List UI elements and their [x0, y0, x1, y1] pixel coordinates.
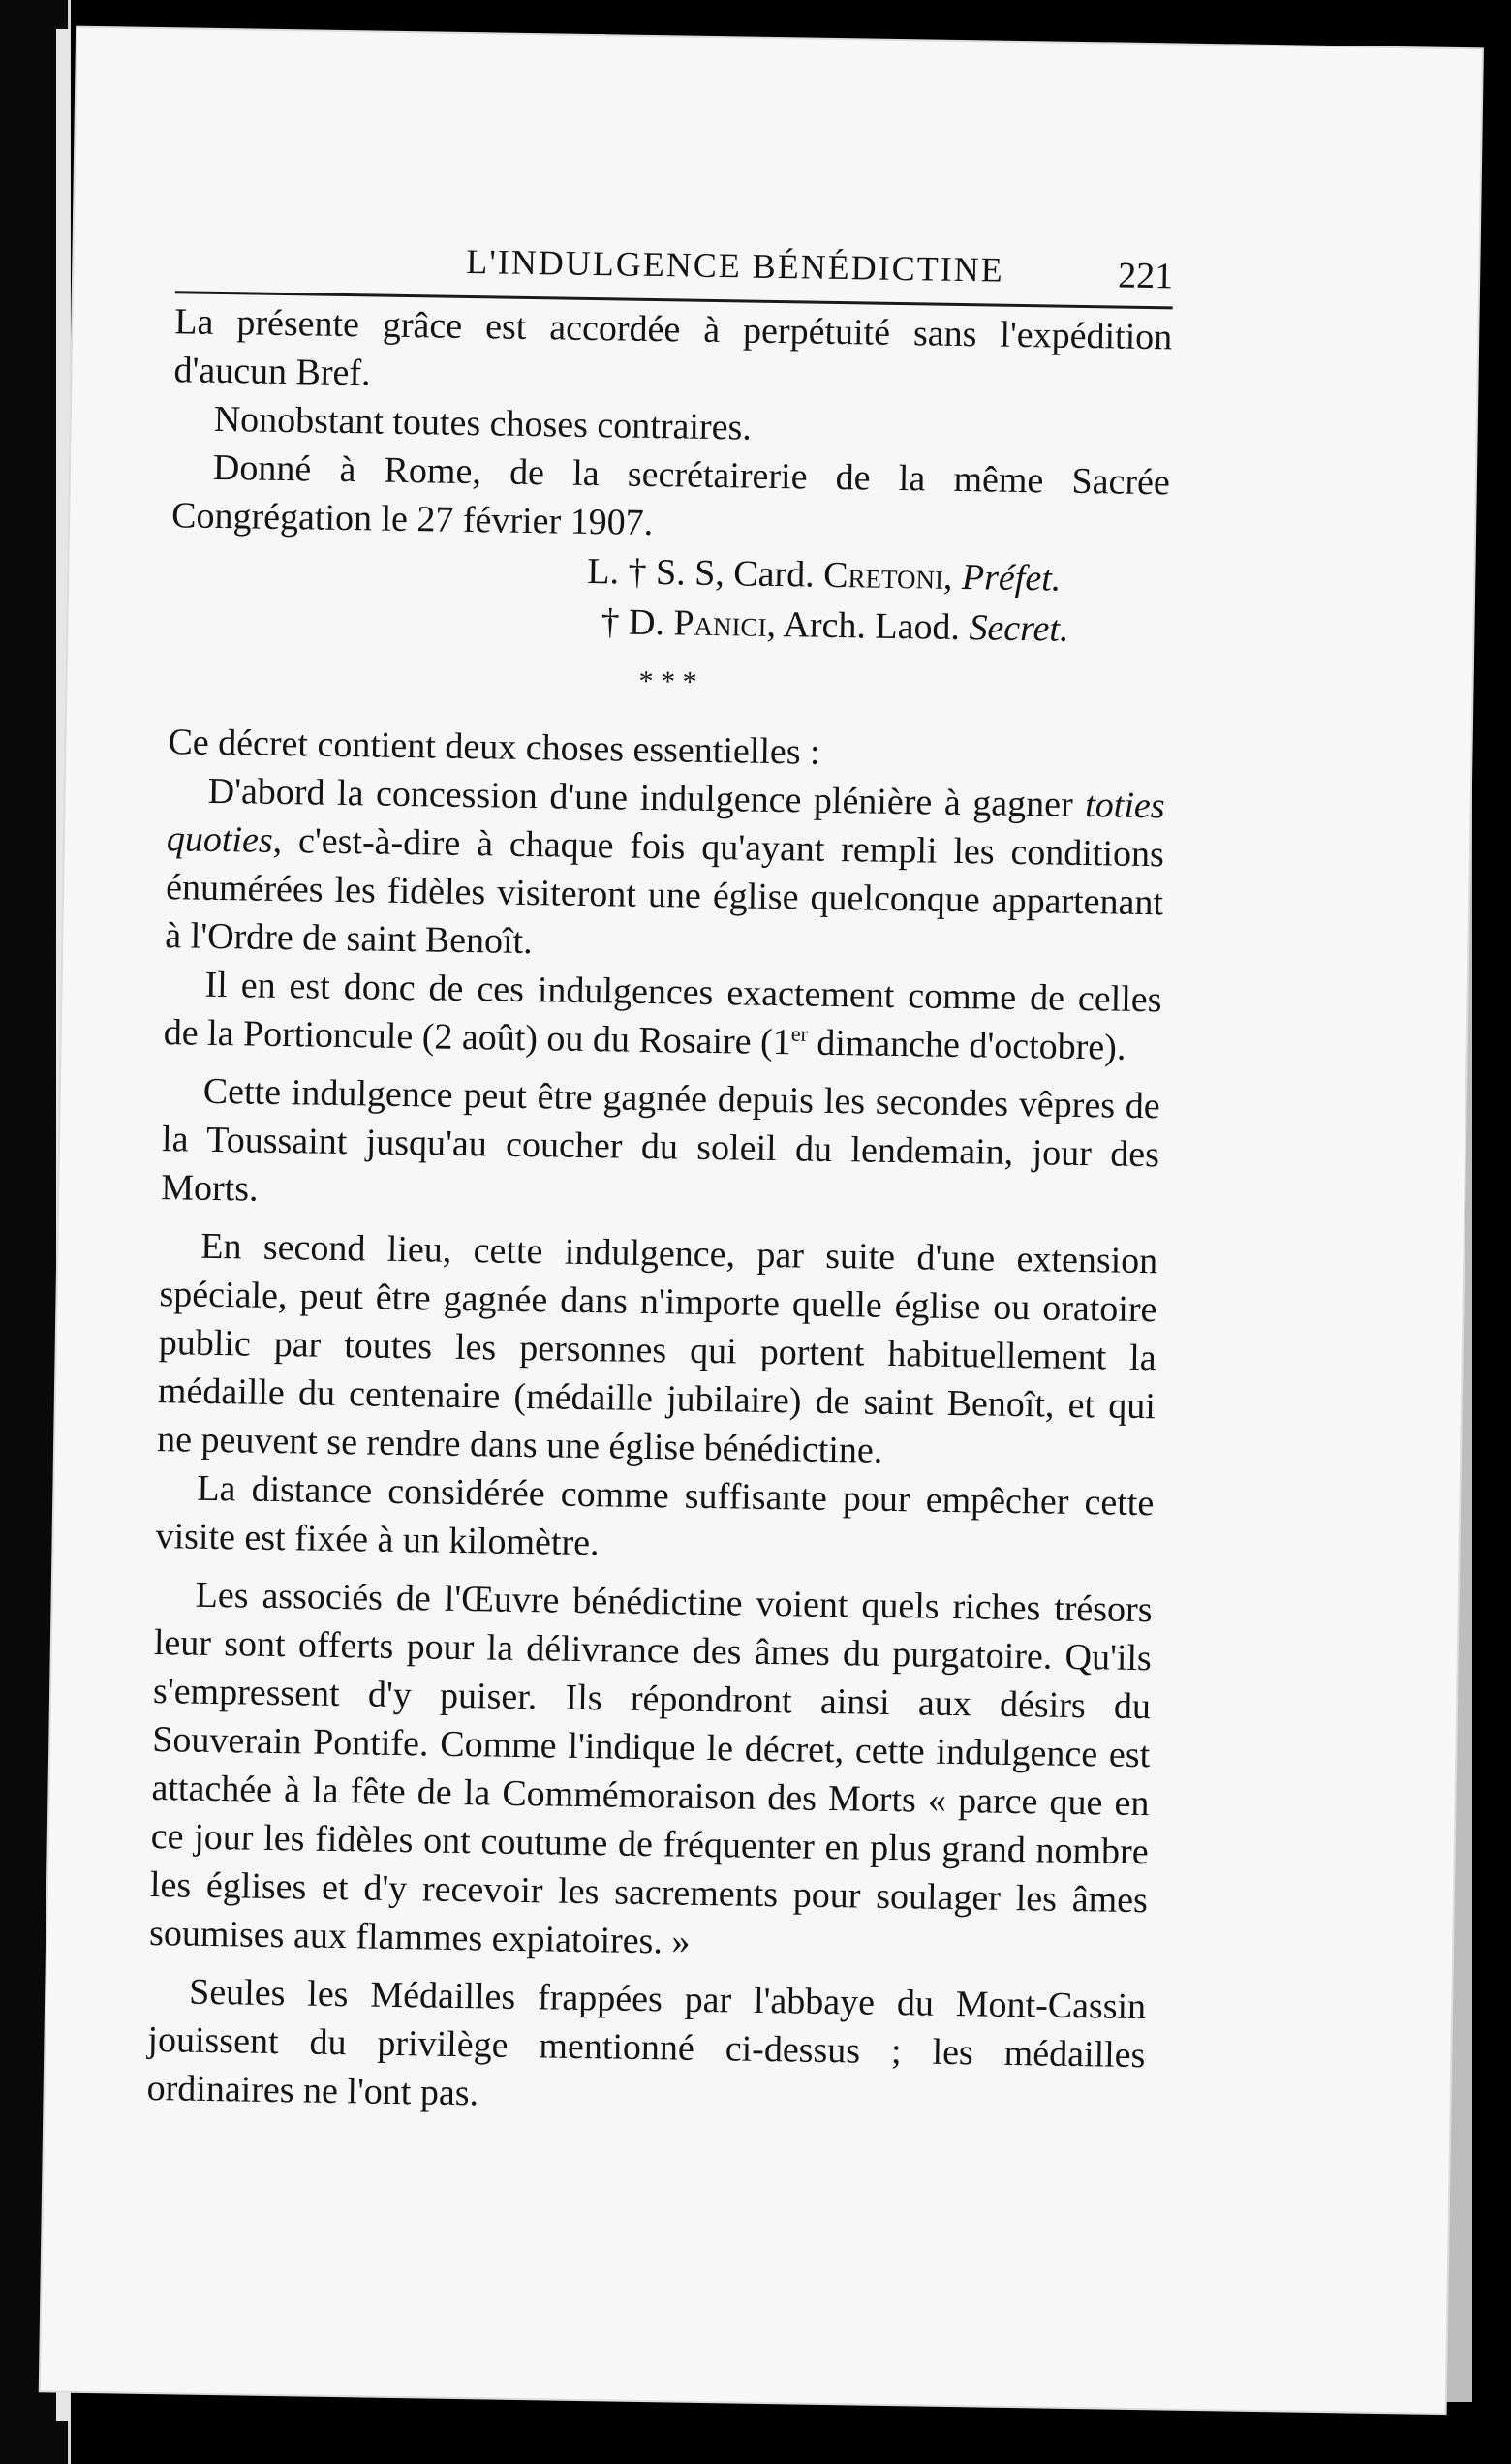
signature-prefix: † D.	[601, 601, 674, 644]
signature-title: Préfet.	[961, 557, 1062, 600]
text-run: D'abord la concession d'une indulgence plénière à gagner	[207, 770, 1086, 826]
paragraph-first-point	[165, 766, 1165, 975]
signature-name: Cretoni	[822, 554, 944, 598]
paragraph-distance: La distance considérée comme suffisante pour empêcher cette visite est fixée à un kilomètre.	[155, 1467, 1155, 1564]
italic-phrase: toties quoties	[166, 785, 1165, 861]
asterism-separator: * * *	[638, 664, 697, 698]
paragraph-vespers: Cette indulgence peut être gagnée depuis les secondes vêpres de la Toussaint jusqu'au coucher du soleil du lendemain, jour des Morts.	[160, 1070, 1161, 1210]
paragraph-grant: La présente grâce est accordée à perpétuité sans l'expédition d'aucun Bref.	[173, 301, 1173, 394]
signature-name: Panici	[673, 602, 767, 645]
paragraph-second-point: En second lieu, cette indulgence, par suite d'une extension spéciale, peut être gagnée dans n'importe quelle église ou oratoire public par toutes les personnes qui portent habituellement la médaille du centenaire (médaille jubilaire) de saint Benoît, et qui ne peuvent se rendre dans une église bénédictine.	[156, 1225, 1158, 1471]
paragraph-decree-contains: Ce décret contient deux choses essentielles :	[168, 722, 820, 773]
superscript: er	[790, 1021, 809, 1046]
page-number: 221	[1117, 255, 1174, 297]
signature-suffix: ,	[942, 556, 963, 599]
paragraph-medals: Seules les Médailles frappées par l'abbaye du Mont-Cassin jouissent du privilège mentionné ci-dessus ; les médailles ordinaires ne l'ont pas.	[146, 1971, 1147, 2114]
running-head	[175, 223, 1174, 309]
signature-title: Secret.	[969, 607, 1069, 650]
book-page	[41, 28, 1482, 2413]
paragraph-portioncule	[163, 960, 1161, 1072]
page-text	[146, 223, 1174, 2128]
paragraph-associates: Les associés de l'Œuvre bénédictine voient quels riches trésors leur sont offerts pour la délivrance des âmes du purgatoire. Qu'ils s'empressent d'y puiser. Ils répondront ainsi aux désirs du Souverain Pontife. Comme l'indique le décret, cette indulgence est attachée à la fête de la Commémoraison des Morts « parce que en ce jour les fidèles ont coutume de fréquenter en plus grand nombre les églises et d'y recevoir les sacrements pour soulager les âmes soumises aux flammes expiatoires. »	[148, 1574, 1153, 1962]
signature-suffix: , Arch. Laod.	[766, 603, 970, 649]
text-run: Il en est donc de ces indulgences exactement comme de celles de la Portioncule (2 août) ou du Rosaire (1	[163, 964, 1162, 1063]
signature-prefix: L. † S. S, Card.	[587, 550, 824, 596]
paragraph-given-at-rome: Donné à Rome, de la secrétairerie de la même Sacrée Congrégation le 27 février 1907.	[170, 447, 1171, 544]
paragraph-notwithstanding: Nonobstant toutes choses contraires.	[213, 398, 753, 448]
text-run: , c'est-à-dire à chaque fois qu'ayant rempli les conditions énumérées les fidèles visiteront une église quelconque appartenant à l'Ordre de saint Benoît.	[165, 819, 1165, 963]
text-run: dimanche d'octobre).	[807, 1022, 1126, 1068]
running-title: L'INDULGENCE BÉNÉDICTINE	[466, 241, 1005, 290]
